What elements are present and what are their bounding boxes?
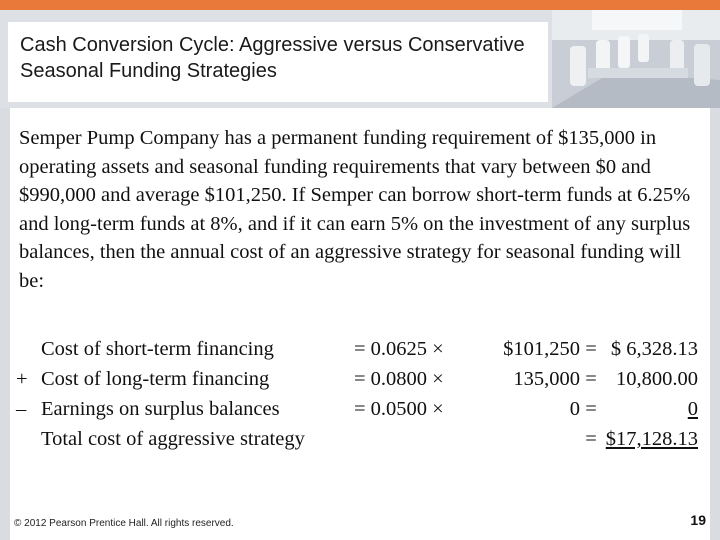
calc-row-total: [16, 428, 706, 458]
row-result: 0: [687, 398, 698, 420]
calc-row-short-term: [16, 338, 706, 368]
total-result: $17,128.13: [605, 428, 698, 450]
row-label: Earnings on surplus balances: [41, 398, 280, 420]
operator: –: [16, 398, 27, 420]
row-label: Cost of long-term financing: [41, 368, 270, 390]
row-label: Total cost of aggressive strategy: [41, 428, 305, 450]
conference-room-image: [552, 10, 720, 108]
rate-formula: = 0.0800 ×: [354, 368, 444, 390]
operator: +: [16, 368, 28, 390]
calc-row-long-term: [16, 368, 706, 398]
page-number: 19: [690, 512, 706, 528]
accent-top-bar: [0, 0, 720, 10]
equals-sign: =: [585, 398, 597, 420]
equals-sign: =: [585, 368, 597, 390]
amount: $101,250: [503, 338, 580, 360]
equals-sign: =: [585, 338, 597, 360]
amount: 135,000: [513, 368, 580, 390]
title-box: [8, 22, 548, 102]
rate-formula: = 0.0500 ×: [354, 398, 444, 420]
row-result: $ 6,328.13: [610, 338, 698, 360]
row-result: 10,800.00: [616, 368, 698, 390]
right-side-rule: [710, 108, 720, 540]
calc-row-surplus: [16, 398, 706, 428]
row-label: Cost of short-term financing: [41, 338, 274, 360]
rate-formula: = 0.0625 ×: [354, 338, 444, 360]
slide-title: Cash Conversion Cycle: Aggressive versus Conservative Seasonal Funding Strategies: [20, 34, 525, 82]
problem-statement: Semper Pump Company has a permanent funding requirement of $135,000 in operating assets and seasonal funding requirements that vary between $0 and $990,000 and average $101,250. If Semper can borrow short-term funds at 6.25% and long-term funds at 8%, and if it can earn 5% on the investment of any surplus balances, then the annual cost of an aggressive strategy for seasonal funding will be:: [19, 127, 691, 292]
left-side-rule: [0, 108, 10, 540]
equals-sign: =: [585, 428, 597, 450]
copyright-footer: © 2012 Pearson Prentice Hall. All rights reserved.: [14, 518, 234, 529]
amount: 0: [569, 398, 580, 420]
